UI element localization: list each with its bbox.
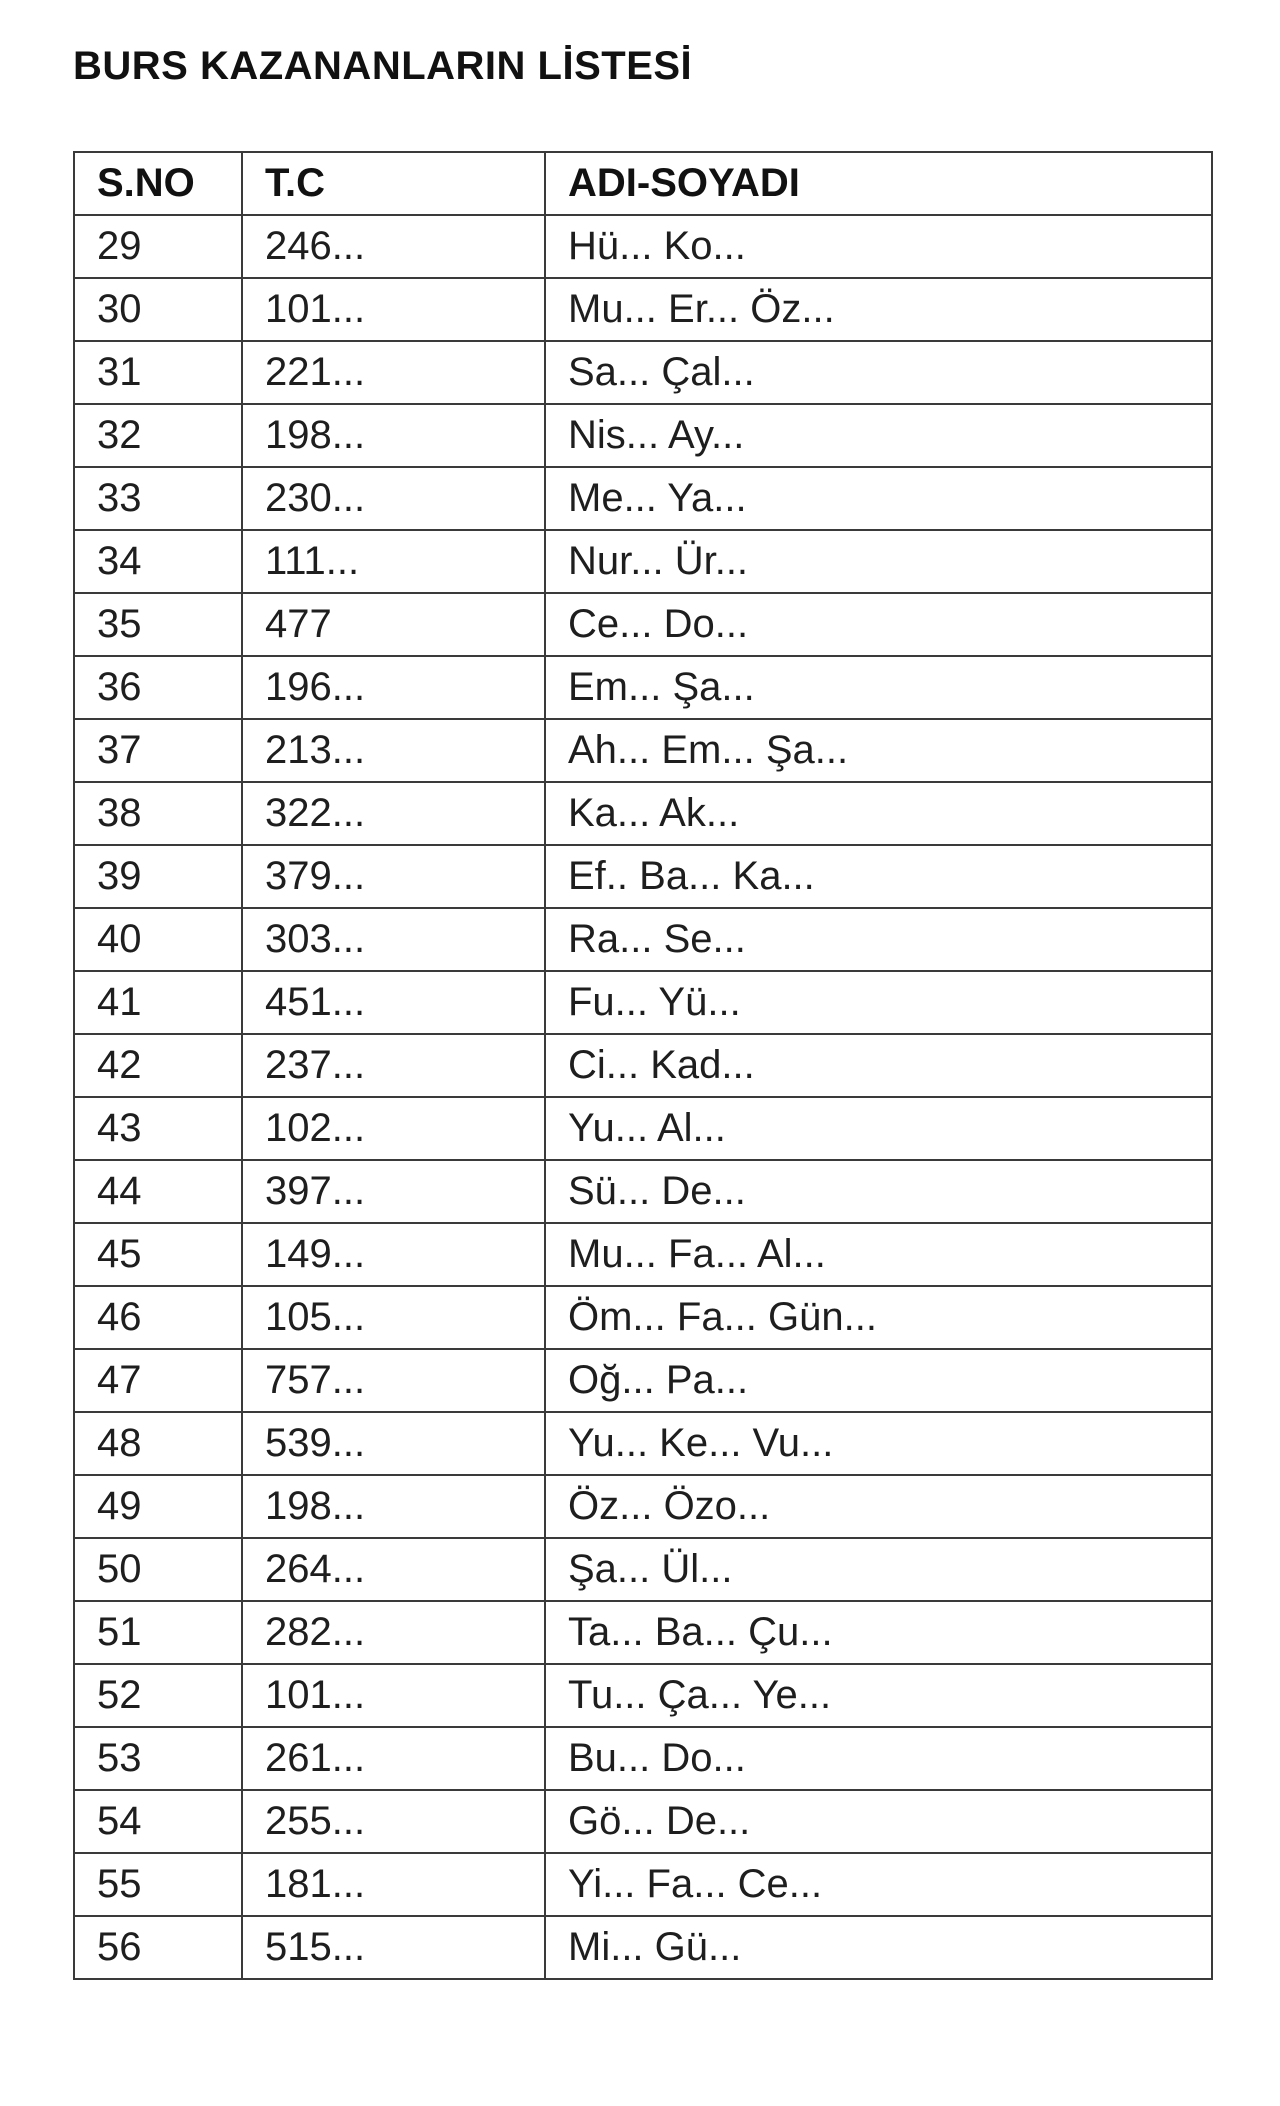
tc-cell: 101... (242, 278, 545, 341)
tc-cell: 264... (242, 1538, 545, 1601)
tc-cell: 261... (242, 1727, 545, 1790)
tc-cell: 237... (242, 1034, 545, 1097)
name-cell: Bu... Do... (545, 1727, 1212, 1790)
tc-cell: 111... (242, 530, 545, 593)
table-header-row (74, 152, 1212, 215)
tc-cell: 198... (242, 404, 545, 467)
tc-cell: 303... (242, 908, 545, 971)
name-cell: Sa... Çal... (545, 341, 1212, 404)
row-number-cell: 44 (74, 1160, 242, 1223)
row-number-cell: 33 (74, 467, 242, 530)
tc-cell: 196... (242, 656, 545, 719)
tc-cell: 379... (242, 845, 545, 908)
row-number-cell: 54 (74, 1790, 242, 1853)
name-cell: Ci... Kad... (545, 1034, 1212, 1097)
row-number-cell: 34 (74, 530, 242, 593)
row-number-cell: 31 (74, 341, 242, 404)
tc-cell: 282... (242, 1601, 545, 1664)
row-number-cell: 38 (74, 782, 242, 845)
tc-cell: 230... (242, 467, 545, 530)
name-cell: Yi... Fa... Ce... (545, 1853, 1212, 1916)
row-number-cell: 40 (74, 908, 242, 971)
name-cell: Şa... Ül... (545, 1538, 1212, 1601)
row-number-cell: 43 (74, 1097, 242, 1160)
table-row (74, 1412, 1212, 1475)
table-row (74, 1601, 1212, 1664)
row-number-cell: 35 (74, 593, 242, 656)
name-cell: Nur... Ür... (545, 530, 1212, 593)
table-row (74, 1538, 1212, 1601)
name-cell: Fu... Yü... (545, 971, 1212, 1034)
name-cell: Ef.. Ba... Ka... (545, 845, 1212, 908)
row-number-cell: 52 (74, 1664, 242, 1727)
table-row (74, 908, 1212, 971)
table-row (74, 467, 1212, 530)
column-header-sno: S.NO (74, 152, 242, 215)
tc-cell: 397... (242, 1160, 545, 1223)
table-row (74, 1034, 1212, 1097)
name-cell: Me... Ya... (545, 467, 1212, 530)
row-number-cell: 48 (74, 1412, 242, 1475)
name-cell: Öz... Özo... (545, 1475, 1212, 1538)
tc-cell: 149... (242, 1223, 545, 1286)
row-number-cell: 53 (74, 1727, 242, 1790)
row-number-cell: 29 (74, 215, 242, 278)
tc-cell: 515... (242, 1916, 545, 1979)
name-cell: Mi... Gü... (545, 1916, 1212, 1979)
name-cell: Sü... De... (545, 1160, 1212, 1223)
row-number-cell: 56 (74, 1916, 242, 1979)
tc-cell: 105... (242, 1286, 545, 1349)
table-row (74, 215, 1212, 278)
name-cell: Mu... Er... Öz... (545, 278, 1212, 341)
table-row (74, 1727, 1212, 1790)
table-row (74, 1160, 1212, 1223)
name-cell: Gö... De... (545, 1790, 1212, 1853)
row-number-cell: 49 (74, 1475, 242, 1538)
name-cell: Ce... Do... (545, 593, 1212, 656)
tc-cell: 322... (242, 782, 545, 845)
column-header-name: ADI-SOYADI (545, 152, 1212, 215)
table-row (74, 656, 1212, 719)
row-number-cell: 41 (74, 971, 242, 1034)
row-number-cell: 45 (74, 1223, 242, 1286)
table-row (74, 1349, 1212, 1412)
table-row (74, 845, 1212, 908)
name-cell: Nis... Ay... (545, 404, 1212, 467)
table-row (74, 341, 1212, 404)
row-number-cell: 47 (74, 1349, 242, 1412)
scholarship-table (73, 151, 1213, 1980)
tc-cell: 221... (242, 341, 545, 404)
name-cell: Ah... Em... Şa... (545, 719, 1212, 782)
tc-cell: 102... (242, 1097, 545, 1160)
table-row (74, 719, 1212, 782)
table-row (74, 971, 1212, 1034)
tc-cell: 451... (242, 971, 545, 1034)
name-cell: Mu... Fa... Al... (545, 1223, 1212, 1286)
table-row (74, 278, 1212, 341)
column-header-tc: T.C (242, 152, 545, 215)
name-cell: Em... Şa... (545, 656, 1212, 719)
name-cell: Oğ... Pa... (545, 1349, 1212, 1412)
table-row (74, 1286, 1212, 1349)
table-row (74, 782, 1212, 845)
row-number-cell: 39 (74, 845, 242, 908)
table-row (74, 1916, 1212, 1979)
name-cell: Ra... Se... (545, 908, 1212, 971)
row-number-cell: 46 (74, 1286, 242, 1349)
name-cell: Tu... Ça... Ye... (545, 1664, 1212, 1727)
name-cell: Hü... Ko... (545, 215, 1212, 278)
tc-cell: 198... (242, 1475, 545, 1538)
name-cell: Ka... Ak... (545, 782, 1212, 845)
table-row (74, 1097, 1212, 1160)
row-number-cell: 32 (74, 404, 242, 467)
name-cell: Öm... Fa... Gün... (545, 1286, 1212, 1349)
row-number-cell: 55 (74, 1853, 242, 1916)
name-cell: Yu... Al... (545, 1097, 1212, 1160)
table-row (74, 1790, 1212, 1853)
row-number-cell: 42 (74, 1034, 242, 1097)
tc-cell: 101... (242, 1664, 545, 1727)
tc-cell: 255... (242, 1790, 545, 1853)
tc-cell: 757... (242, 1349, 545, 1412)
tc-cell: 477 (242, 593, 545, 656)
row-number-cell: 36 (74, 656, 242, 719)
table-row (74, 404, 1212, 467)
row-number-cell: 30 (74, 278, 242, 341)
table-row (74, 1664, 1212, 1727)
table-body (74, 215, 1212, 1979)
name-cell: Ta... Ba... Çu... (545, 1601, 1212, 1664)
tc-cell: 246... (242, 215, 545, 278)
table-row (74, 530, 1212, 593)
row-number-cell: 50 (74, 1538, 242, 1601)
row-number-cell: 37 (74, 719, 242, 782)
table-row (74, 1475, 1212, 1538)
table-row (74, 593, 1212, 656)
name-cell: Yu... Ke... Vu... (545, 1412, 1212, 1475)
table-row (74, 1853, 1212, 1916)
row-number-cell: 51 (74, 1601, 242, 1664)
table-row (74, 1223, 1212, 1286)
tc-cell: 539... (242, 1412, 545, 1475)
tc-cell: 213... (242, 719, 545, 782)
tc-cell: 181... (242, 1853, 545, 1916)
page-title: BURS KAZANANLARIN LİSTESİ (73, 44, 693, 88)
